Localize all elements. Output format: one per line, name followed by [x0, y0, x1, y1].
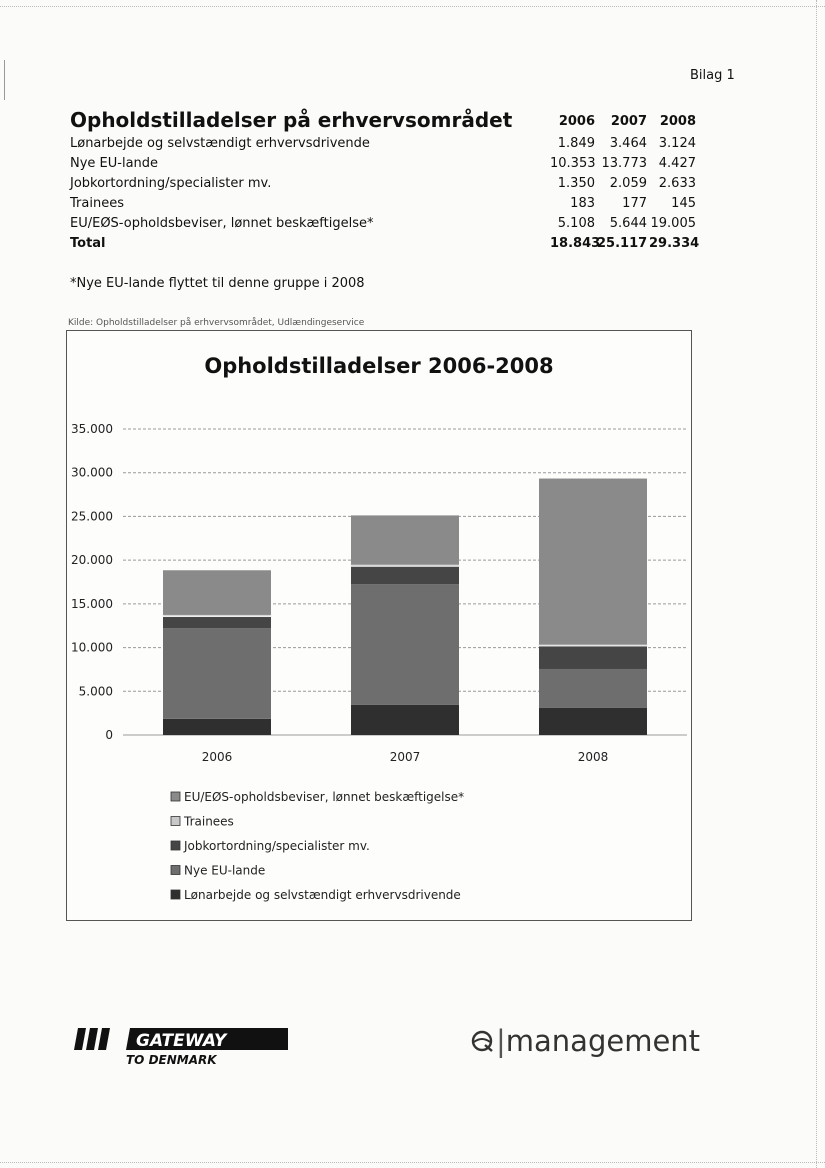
x-tick-label: 2008	[577, 750, 609, 764]
gateway-logo-subtext: TO DENMARK	[126, 1053, 217, 1067]
management-logo-text: management	[505, 1024, 701, 1058]
legend-swatch	[171, 866, 180, 875]
page-edge-bottom	[0, 1162, 825, 1163]
page-edge-right	[816, 0, 817, 1168]
y-tick-label: 15.000	[71, 596, 113, 611]
legend-swatch	[171, 817, 180, 826]
bar-segment	[351, 584, 459, 704]
table-row	[70, 216, 696, 236]
total-cell: 25.117	[597, 236, 648, 251]
table-cell: 3.464	[609, 136, 647, 151]
bar-segment	[163, 628, 271, 719]
bar-segment	[163, 570, 271, 615]
total-cell: 29.334	[649, 236, 700, 251]
legend-label: Jobkortordning/specialister mv.	[184, 839, 370, 853]
table-cell: 10.353	[550, 156, 596, 171]
column-header: 2007	[610, 114, 647, 129]
row-label: Lønarbejde og selvstændigt erhvervsdrivende	[70, 136, 370, 151]
table-row	[70, 136, 696, 156]
column-header: 2006	[558, 114, 595, 129]
gateway-to-denmark-logo	[70, 1025, 290, 1069]
table-row	[70, 196, 696, 216]
y-tick-label: 30.000	[71, 465, 113, 480]
x-tick-label: 2007	[389, 750, 421, 764]
table-title: Opholdstilladelser på erhvervsområdet	[70, 108, 513, 132]
legend-label: Nye EU-lande	[184, 863, 266, 878]
bar-segment	[539, 645, 647, 646]
table-cell: 1.350	[557, 176, 595, 191]
bar-segment	[163, 615, 271, 617]
bar-segment	[351, 705, 459, 735]
total-cell: 18.843	[550, 236, 601, 251]
table-cell: 5.644	[609, 216, 647, 231]
legend-swatch	[171, 792, 180, 801]
bar-segment	[163, 617, 271, 629]
table-row	[70, 156, 696, 176]
chart-title: Opholdstilladelser 2006-2008	[204, 354, 554, 378]
table-row	[70, 176, 696, 196]
y-tick-label: 25.000	[71, 509, 113, 524]
y-tick-label: 5.000	[78, 684, 113, 699]
table-total-row	[70, 236, 700, 256]
bar-segment	[539, 669, 647, 708]
stacked-bar-chart	[66, 330, 692, 921]
table-cell: 2.633	[658, 176, 696, 191]
table-cell: 19.005	[650, 216, 696, 231]
legend-swatch	[171, 841, 180, 850]
y-tick-label: 35.000	[71, 422, 113, 436]
column-header: 2008	[659, 114, 696, 129]
legend-label: Lønarbejde og selvstændigt erhvervsdrivende	[184, 888, 461, 902]
table-header-row	[70, 114, 696, 134]
table-cell: 4.427	[658, 156, 696, 171]
bar-segment	[351, 566, 459, 584]
row-label: Nye EU-lande	[70, 156, 159, 171]
y-tick-label: 10.000	[71, 640, 113, 655]
bar-segment	[351, 565, 459, 567]
legend-label: EU/EØS-opholdsbeviser, lønnet beskæftigelse*	[184, 790, 465, 804]
appendix-label: Bilag 1	[690, 68, 735, 83]
x-tick-label: 2006	[201, 750, 233, 764]
table-cell: 1.849	[557, 136, 595, 151]
table-cell: 183	[570, 196, 595, 211]
y-tick-label: 0	[105, 728, 113, 742]
footnote: *Nye EU-lande flyttet til denne gruppe i 2008	[70, 276, 365, 291]
table-cell: 177	[622, 196, 647, 211]
bar-segment	[539, 646, 647, 669]
chart-svg	[67, 331, 691, 920]
total-label: Total	[70, 236, 106, 251]
bar-segment	[163, 719, 271, 735]
source-caption: Kilde: Opholdstilladelser på erhvervsområdet, Udlændingeservice	[68, 318, 365, 328]
row-label: EU/EØS-opholdsbeviser, lønnet beskæftigelse*	[70, 216, 374, 231]
row-label: Trainees	[70, 196, 124, 211]
legend-label: Trainees	[184, 814, 234, 829]
bar-segment	[539, 708, 647, 735]
table-cell: 2.059	[609, 176, 647, 191]
bar-segment	[539, 479, 647, 645]
y-tick-label: 20.000	[71, 553, 113, 568]
page-edge-left	[4, 60, 5, 100]
table-cell: 5.108	[557, 216, 595, 231]
row-label: Jobkortordning/specialister mv.	[70, 176, 272, 191]
table-cell: 13.773	[601, 156, 647, 171]
q-management-logo: |management	[470, 1024, 700, 1058]
gateway-logo-text: GATEWAY	[136, 1031, 227, 1051]
table-cell: 145	[671, 196, 696, 211]
bar-segment	[351, 515, 459, 564]
page-edge-top	[0, 6, 825, 7]
table-cell: 3.124	[658, 136, 696, 151]
legend-swatch	[171, 890, 180, 899]
q-logo-icon	[470, 1028, 496, 1054]
